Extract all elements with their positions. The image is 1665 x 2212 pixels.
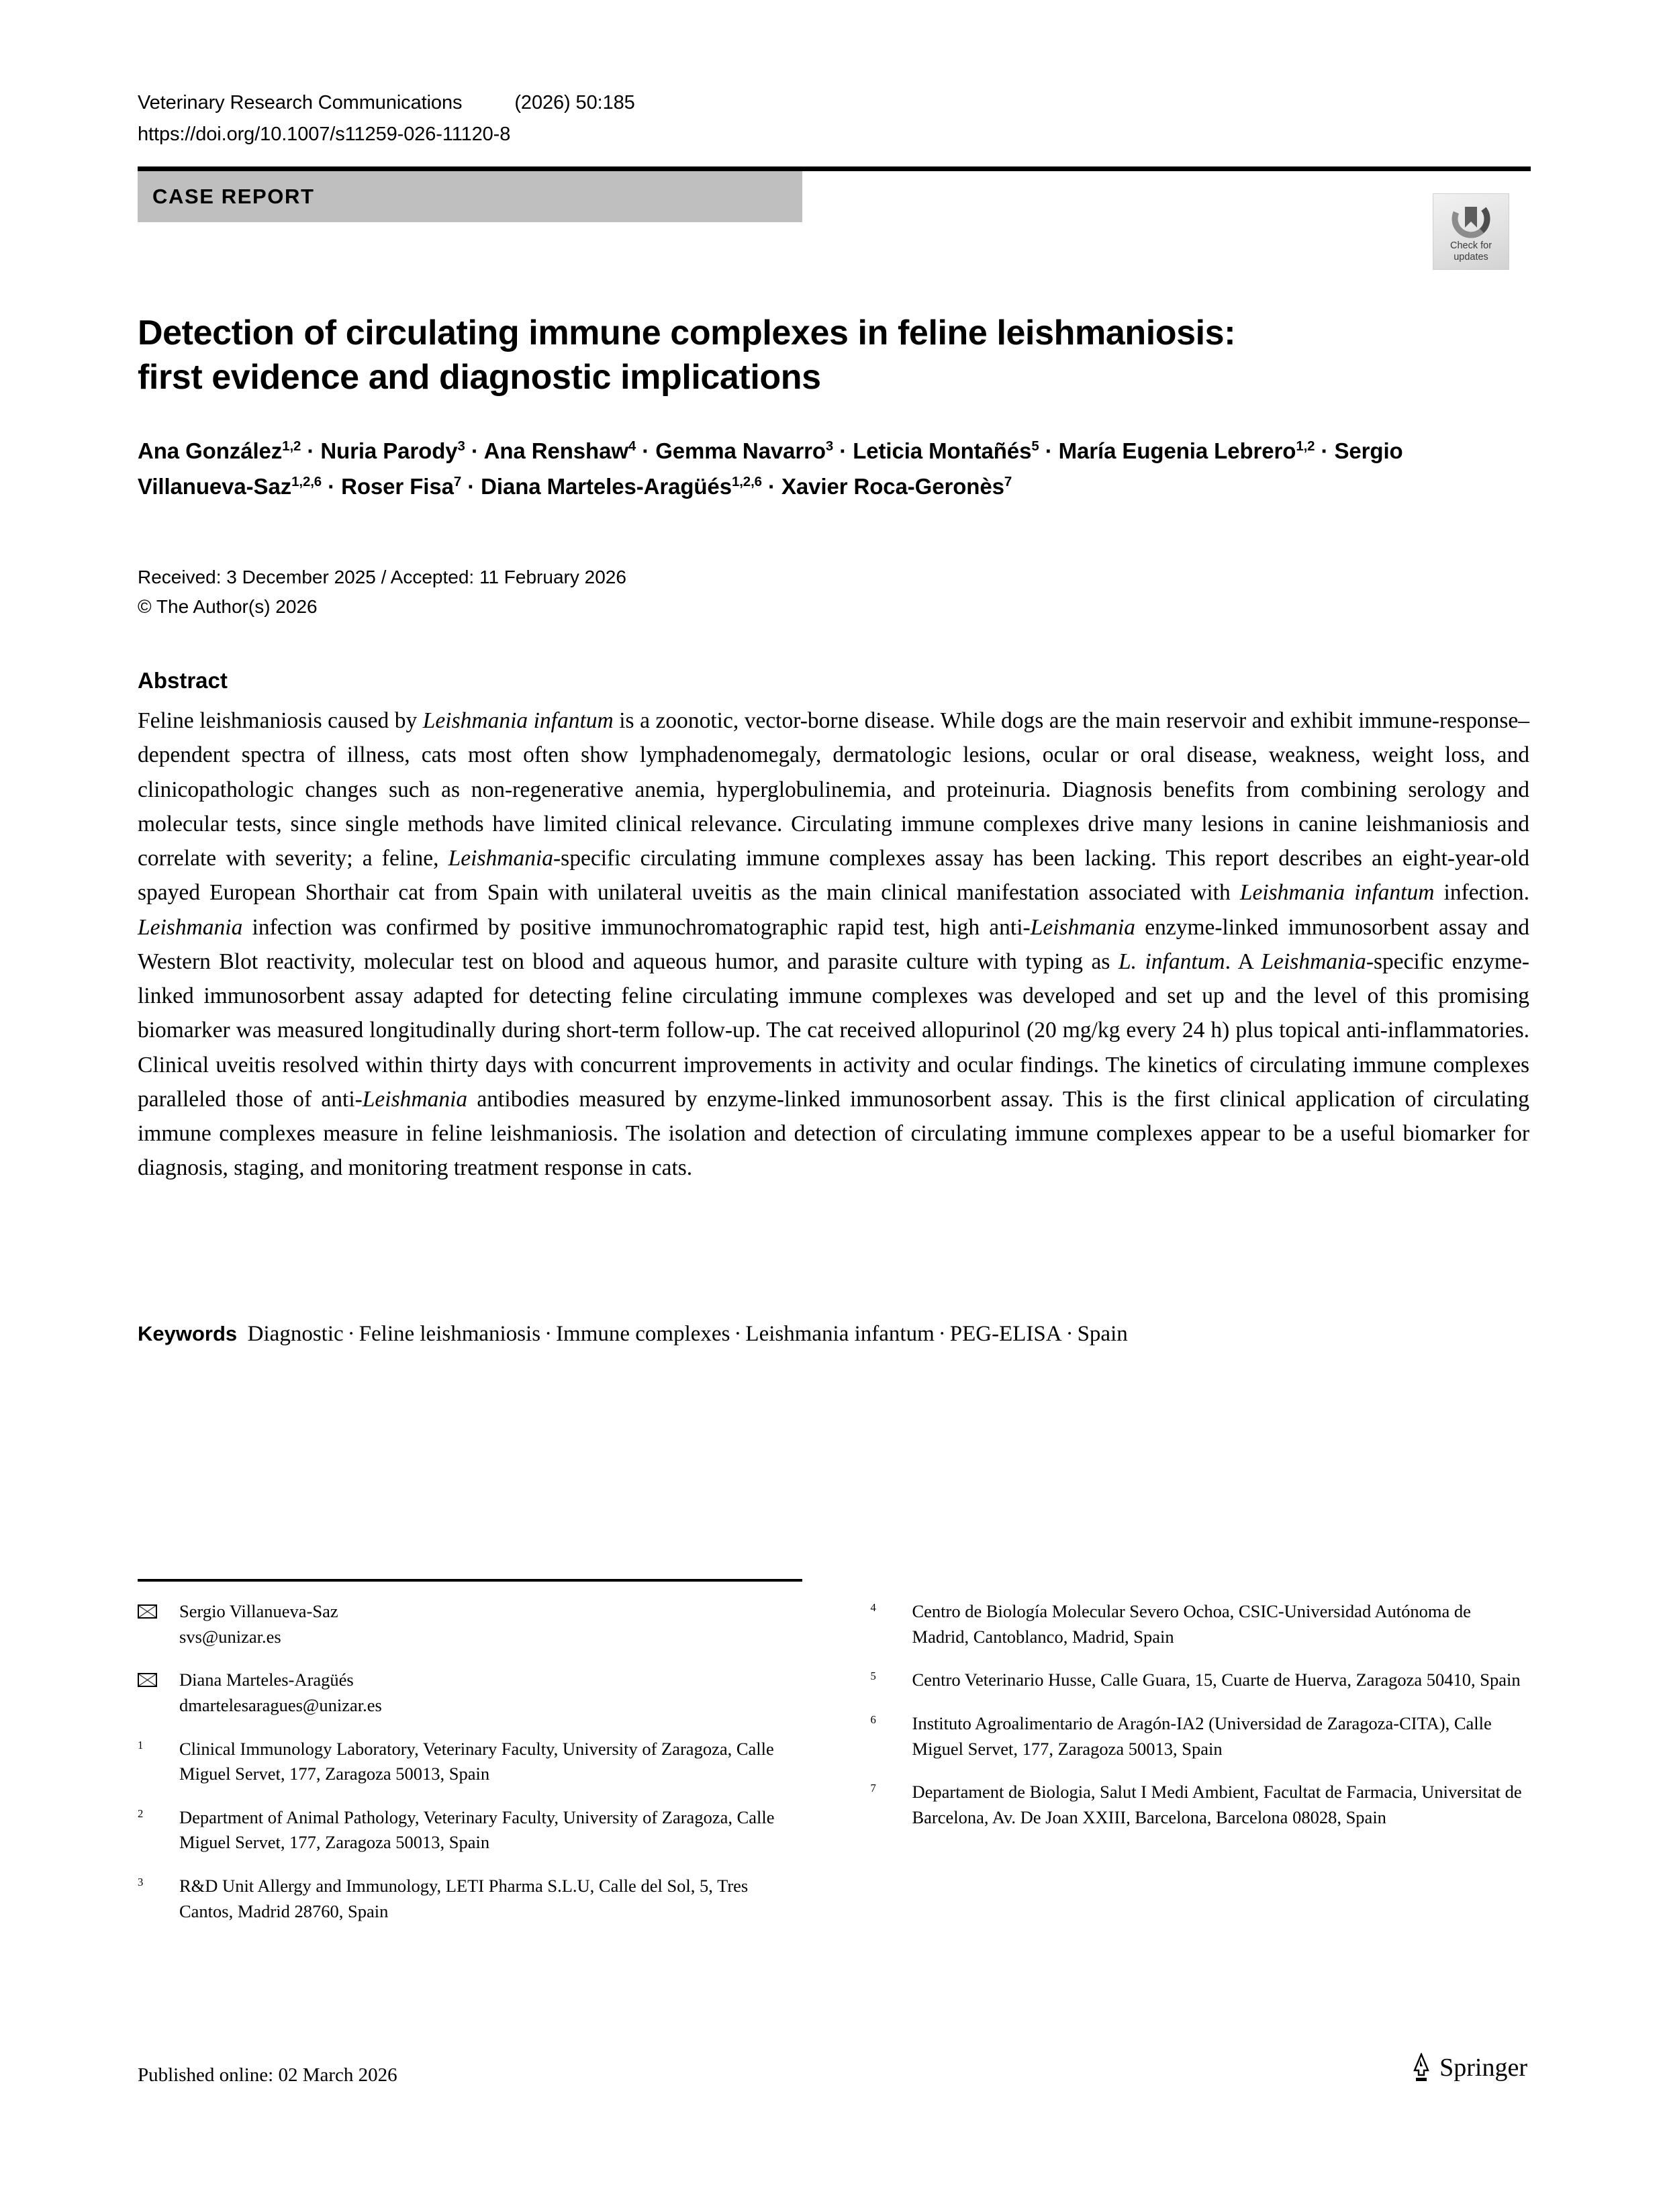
author-separator: · — [1039, 438, 1059, 463]
affiliation-item — [871, 1711, 1531, 1762]
author-name: Nuria Parody — [320, 438, 458, 463]
journal-name: Veterinary Research Communications — [138, 92, 463, 113]
author-name: Gemma Navarro — [655, 438, 826, 463]
author-list — [138, 433, 1480, 505]
author-name: Diana Marteles-Aragüés — [481, 474, 732, 499]
springer-mark-icon — [1410, 2053, 1433, 2082]
author-separator: · — [1315, 438, 1335, 463]
abstract-heading: Abstract — [138, 668, 228, 693]
author-affiliation-marker: 4 — [628, 438, 636, 454]
affiliation-text: Clinical Immunology Laboratory, Veterinary Faculty, University of Zaragoza, Calle Miguel Servet, 177, Zaragoza 50013, Spain — [179, 1738, 774, 1784]
crossmark-line2: updates — [1454, 252, 1488, 263]
publication-dates — [138, 563, 1078, 622]
footnote-rule — [138, 1579, 802, 1582]
keyword-item[interactable]: Spain — [1077, 1322, 1128, 1346]
article-type-band — [138, 166, 1531, 222]
page-title — [138, 311, 1413, 399]
affiliation-item — [871, 1599, 1531, 1649]
published-online: Published online: 02 March 2026 — [138, 2064, 397, 2086]
author-name: Leticia Montañés — [853, 438, 1032, 463]
abstract-text: Feline leishmaniosis caused by Leishmania infantum is a zoonotic, vector-borne disease. While dogs are the main reservoir and exhibit immune-response–dependent spectra of illness, cats most often show lymphadenomegaly, dermatologic lesions, ocular or oral disease, weakness, weight loss, and clinicopathologic changes such as non-regenerative anemia, hyperglobulinemia, and proteinuria. Diagnosis benefits from combining serology and molecular tests, since single methods have limited clinical relevance. Circulating immune complexes drive many lesions in canine leishmaniosis and correlate with severity; a feline, Leishmania-specific circulating immune complexes assay has been lacking. This report describes an eight-year-old spayed European Shorthair cat from Spain with unilateral uveitis as the main clinical manifestation associated with Leishmania infantum infection. Leishmania infection was confirmed by positive immunochromatographic rapid test, high anti-Leishmania enzyme-linked immunosorbent assay and Western Blot reactivity, molecular test on blood and aqueous humor, and parasite culture with typing as L. infantum. A Leishmania-specific enzyme-linked immunosorbent assay adapted for detecting feline circulating immune complexes was developed and set up and the level of this promising biomarker was measured longitudinally during short-term follow-up. The cat received allopurinol (20 mg/kg every 24 h) plus topical anti-inflammatories. Clinical uveitis resolved within thirty days with concurrent improvements in activity and ocular findings. The kinetics of circulating immune complexes paralleled those of anti-Leishmania antibodies measured by enzyme-linked immunosorbent assay. This is the first clinical application of circulating immune complexes measure in feline leishmaniosis. The isolation and detection of circulating immune complexes appear to be a useful biomarker for diagnosis, staging, and monitoring treatment response in cats. — [138, 708, 1530, 1181]
footnote-column-right — [871, 1599, 1531, 1942]
corresponding-author-text — [179, 1599, 798, 1649]
affiliation-item — [871, 1668, 1531, 1693]
author-affiliation-marker: 7 — [453, 474, 462, 490]
corresponding-author-text — [179, 1668, 798, 1718]
crossmark-badge[interactable] — [1433, 193, 1509, 270]
affiliation-number: 1 — [138, 1738, 144, 1751]
affiliation-text: Departament de Biologia, Salut I Medi Ambient, Facultat de Farmacia, Universitat de Barcelona, Av. De Joan XXIII, Barcelona, Barcelona 08028, Spain — [912, 1782, 1522, 1827]
springer-logo — [1410, 2053, 1527, 2082]
affiliation-number: 4 — [870, 1601, 876, 1614]
envelope-icon — [138, 1668, 179, 1718]
corresponding-author-name: Diana Marteles-Aragüés — [179, 1670, 354, 1690]
affiliation-item — [138, 1737, 798, 1787]
author-name: Roser Fisa — [341, 474, 454, 499]
affiliation-item — [871, 1780, 1531, 1830]
doi-link[interactable]: https://doi.org/10.1007/s11259-026-11120-8 — [138, 123, 511, 145]
keyword-item[interactable]: PEG-ELISA — [949, 1322, 1062, 1346]
volume-issue: (2026) 50:185 — [514, 92, 635, 113]
envelope-glyph — [138, 1604, 157, 1619]
author-name: Ana Renshaw — [483, 438, 628, 463]
affiliation-number: 3 — [138, 1876, 144, 1888]
keyword-item[interactable]: Immune complexes — [556, 1322, 730, 1346]
affiliation-number: 2 — [138, 1807, 144, 1820]
corresponding-author — [138, 1668, 798, 1718]
envelope-icon — [138, 1599, 179, 1649]
author-affiliation-marker: 3 — [825, 438, 834, 454]
keyword-separator: · — [544, 1322, 553, 1346]
footnote-column-left — [138, 1599, 798, 1942]
corresponding-author — [138, 1599, 798, 1649]
author-affiliation-marker: 1,2,6 — [731, 474, 762, 490]
keyword-separator: · — [938, 1322, 946, 1346]
running-head — [138, 87, 1531, 150]
corresponding-author-name: Sergio Villanueva-Saz — [179, 1601, 338, 1621]
keyword-separator: · — [734, 1322, 742, 1346]
corresponding-author-email[interactable]: svs@unizar.es — [179, 1626, 281, 1647]
author-separator: · — [833, 438, 853, 463]
affiliation-text: Centro Veterinario Husse, Calle Guara, 15, Cuarte de Huerva, Zaragoza 50410, Spain — [912, 1670, 1521, 1690]
author-name: Sergio Villanueva-Saz — [138, 438, 1403, 499]
author-affiliation-marker: 7 — [1004, 474, 1012, 490]
affiliation-text: R&D Unit Allergy and Immunology, LETI Pharma S.L.U, Calle del Sol, 5, Tres Cantos, Madrid 28760, Spain — [179, 1876, 749, 1921]
corresponding-author-email[interactable]: dmartelesaragues@unizar.es — [179, 1694, 382, 1715]
author-affiliation-marker: 5 — [1031, 438, 1039, 454]
affiliation-number: 7 — [870, 1782, 876, 1795]
keyword-item[interactable]: Leishmania infantum — [745, 1322, 935, 1346]
affiliation-number: 6 — [870, 1713, 876, 1726]
affiliation-item — [138, 1874, 798, 1924]
keywords-line — [138, 1318, 1529, 1351]
envelope-glyph — [138, 1673, 157, 1687]
keyword-item[interactable]: Feline leishmaniosis — [359, 1322, 541, 1346]
author-separator: · — [461, 474, 481, 499]
crossmark-line1: Check for — [1449, 240, 1492, 251]
author-affiliation-marker: 1,2 — [282, 438, 301, 454]
author-separator: · — [465, 438, 484, 463]
copyright-line: © The Author(s) 2026 — [138, 596, 318, 618]
author-separator: · — [322, 474, 342, 499]
affiliation-text: Department of Animal Pathology, Veterinary Faculty, University of Zaragoza, Calle Miguel Servet, 177, Zaragoza 50013, Spain — [179, 1807, 775, 1853]
author-separator: · — [761, 474, 781, 499]
keywords-label: Keywords — [138, 1322, 248, 1345]
author-name: Ana González — [138, 438, 283, 463]
footnote-block — [138, 1599, 1531, 1942]
author-separator: · — [636, 438, 656, 463]
affiliation-number: 5 — [870, 1670, 876, 1683]
article-type-label: CASE REPORT — [152, 185, 315, 208]
crossmark-ring-icon — [1450, 198, 1492, 240]
affiliation-text: Centro de Biología Molecular Severo Ochoa, CSIC-Universidad Autónoma de Madrid, Cantoblanco, Madrid, Spain — [912, 1601, 1471, 1647]
affiliation-text: Instituto Agroalimentario de Aragón-IA2 (Universidad de Zaragoza-CITA), Calle Miguel Servet, 177, Zaragoza 50013, Spain — [912, 1713, 1492, 1759]
received-accepted: Received: 3 December 2025 / Accepted: 11 February 2026 — [138, 567, 626, 587]
header-rule — [138, 166, 1531, 171]
author-affiliation-marker: 1,2 — [1296, 438, 1315, 454]
keyword-item[interactable]: Diagnostic — [247, 1322, 344, 1346]
author-name: María Eugenia Lebrero — [1058, 438, 1296, 463]
keyword-separator: · — [347, 1322, 355, 1346]
springer-wordmark: Springer — [1439, 2054, 1527, 2082]
author-affiliation-marker: 3 — [457, 438, 465, 454]
title-line-1: Detection of circulating immune complexes in feline leishmaniosis: — [138, 313, 1236, 352]
keyword-separator: · — [1065, 1322, 1074, 1346]
article-type-banner — [138, 171, 802, 222]
author-separator: · — [301, 438, 321, 463]
affiliation-item — [138, 1805, 798, 1856]
author-affiliation-marker: 1,2,6 — [291, 474, 322, 490]
author-name: Xavier Roca-Geronès — [781, 474, 1004, 499]
title-line-2: first evidence and diagnostic implications — [138, 357, 821, 397]
